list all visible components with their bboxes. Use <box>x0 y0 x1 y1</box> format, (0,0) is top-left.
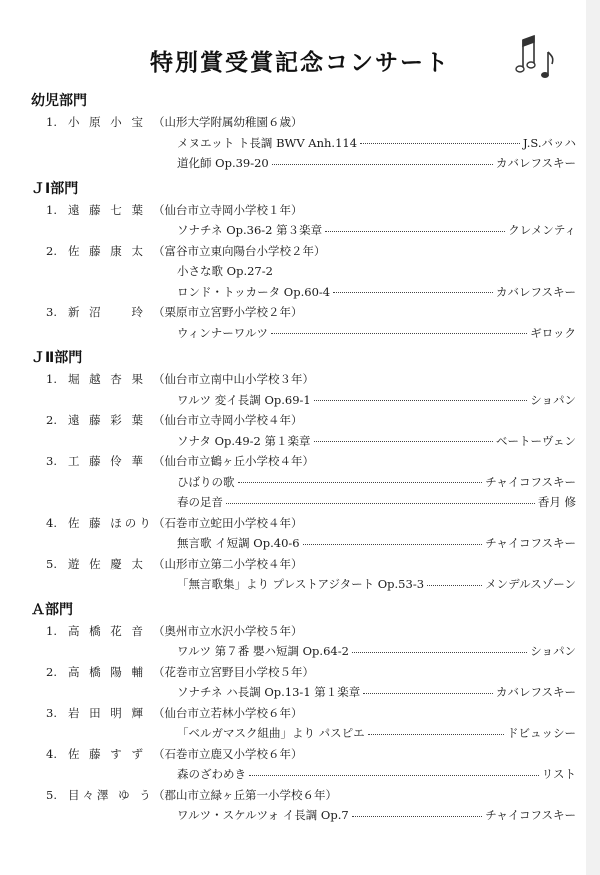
performer-school: （仙台市立鶴ヶ丘小学校４年） <box>153 454 314 468</box>
section-heading: Ａ部門 <box>31 601 73 618</box>
performer-number: 3. <box>46 705 57 720</box>
performer-row <box>0 410 600 431</box>
performer-row <box>0 513 600 534</box>
performer-number: 2. <box>46 243 57 258</box>
piece-composer: チャイコフスキー <box>485 536 576 550</box>
piece-composer: リスト <box>541 767 576 781</box>
dot-leader <box>238 482 483 483</box>
piece-title: ソナタ Op.49-2 第１楽章 <box>177 433 311 448</box>
piece-composer: カバレフスキー <box>495 685 576 699</box>
piece-composer: クレメンティ <box>508 223 576 237</box>
piece-composer: J.S.バッハ <box>523 135 576 150</box>
dot-leader <box>360 143 520 144</box>
performer-name: 堀 越 杏 果 <box>68 372 146 386</box>
section-heading: 幼児部門 <box>31 93 87 109</box>
performer-school: （仙台市立若林小学校６年） <box>153 705 303 720</box>
piece-title: 無言歌 イ短調 Op.40-6 <box>177 536 300 550</box>
dot-leader <box>368 734 504 735</box>
piece-row <box>177 390 576 411</box>
performer-number: 3. <box>46 305 57 319</box>
piece-composer: カバレフスキー <box>495 284 576 299</box>
performer-number: 4. <box>46 515 57 530</box>
piece-title: ソナチネ ハ長調 Op.13-1 第１楽章 <box>177 685 361 699</box>
dot-leader <box>427 585 482 586</box>
piece-composer: 香月 修 <box>537 495 576 509</box>
piece-row <box>177 492 576 513</box>
dot-leader <box>363 693 493 694</box>
piece-composer: カバレフスキー <box>495 156 576 170</box>
performer-name: 遊 佐 慶 太 <box>68 556 146 571</box>
piece-row <box>177 261 576 282</box>
piece-title: 春の足音 <box>177 495 223 509</box>
performer-number: 4. <box>46 746 57 761</box>
dot-leader <box>271 333 527 334</box>
piece-title: ウィンナーワルツ <box>177 325 268 340</box>
performer-row <box>0 369 600 390</box>
performer-name: 小 原 小 宝 <box>68 115 146 129</box>
piece-row <box>177 282 576 303</box>
performer-name: 高 橋 陽 輔 <box>68 664 146 679</box>
piece-composer: ドビュッシー <box>507 726 576 740</box>
performer-row <box>0 744 600 765</box>
performer-row <box>0 302 600 323</box>
piece-title: 道化師 Op.39-20 <box>177 156 269 170</box>
dot-leader <box>352 816 483 817</box>
performer-number: 1. <box>46 202 57 217</box>
piece-row <box>177 533 576 554</box>
piece-title: ロンド・トッカータ Op.60-4 <box>177 284 331 299</box>
performer-number: 2. <box>46 413 57 427</box>
page-title: 特別賞受賞記念コンサート <box>150 50 450 76</box>
piece-title: ワルツ・スケルツォ イ長調 Op.7 <box>177 808 349 822</box>
piece-composer: ショパン <box>530 644 576 658</box>
performer-row <box>0 662 600 683</box>
performer-name: 佐 藤 す ず <box>68 746 146 761</box>
performer-row <box>0 621 600 642</box>
dot-leader <box>314 400 527 401</box>
dot-leader <box>352 652 527 653</box>
performer-school: （石巻市立鹿又小学校６年） <box>153 746 303 761</box>
piece-row <box>177 682 576 703</box>
performer-school: （富谷市立東向陽台小学校２年） <box>153 243 326 258</box>
performer-number: 2. <box>46 664 57 679</box>
piece-title: ワルツ 変イ長調 Op.69-1 <box>177 392 311 407</box>
performer-name: 新 沼 玲 <box>68 305 146 319</box>
performer-name: 岩 田 明 輝 <box>68 705 146 720</box>
piece-composer: メンデルスゾーン <box>485 577 576 591</box>
performer-number: 5. <box>46 556 57 571</box>
performer-school: （花巻市立宮野目小学校５年） <box>153 664 314 679</box>
dot-leader <box>226 503 535 504</box>
piece-title: ワルツ 第７番 嬰ハ短調 Op.64-2 <box>177 644 349 658</box>
piece-row <box>177 431 576 452</box>
music-notes-icon <box>510 34 556 82</box>
performer-school: （仙台市立南中山小学校３年） <box>153 372 314 386</box>
section-heading: ＪⅠ部門 <box>31 180 79 197</box>
dot-leader <box>272 164 493 165</box>
dot-leader <box>303 544 483 545</box>
performer-number: 1. <box>46 115 57 129</box>
performer-school: （石巻市立蛇田小学校４年） <box>153 515 303 530</box>
performer-number: 5. <box>46 787 57 802</box>
piece-title: メヌエット ト長調 BWV Anh.114 <box>177 135 358 150</box>
piece-composer: ショパン <box>530 392 576 407</box>
piece-row <box>177 323 576 344</box>
performer-school: （郡山市立緑ヶ丘第一小学校６年） <box>153 787 337 802</box>
piece-row <box>177 220 576 241</box>
piece-row <box>177 723 576 744</box>
piece-row <box>177 805 576 826</box>
performer-school: （仙台市立寺岡小学校１年） <box>153 202 303 217</box>
performer-school: （山形市立第二小学校４年） <box>153 556 303 571</box>
performer-row <box>0 451 600 472</box>
performer-row <box>0 241 600 262</box>
performer-number: 1. <box>46 623 57 638</box>
piece-title: 「無言歌集」より プレストアジタート Op.53-3 <box>177 577 425 591</box>
performer-name: 工 藤 伶 華 <box>68 454 146 468</box>
performer-row <box>0 200 600 221</box>
program-list <box>0 86 600 826</box>
piece-composer: ベートーヴェン <box>495 433 576 448</box>
performer-school: （山形大学附属幼稚園６歳） <box>153 115 303 129</box>
performer-name: 遠 藤 彩 葉 <box>68 413 146 427</box>
performer-name: 遠 藤 七 葉 <box>68 202 146 217</box>
piece-composer: チャイコフスキー <box>485 808 576 822</box>
piece-title: ひばりの歌 <box>177 474 235 489</box>
performer-school: （栗原市立宮野小学校２年） <box>153 305 303 319</box>
performer-number: 3. <box>46 454 57 468</box>
performer-row <box>0 554 600 575</box>
piece-row <box>177 641 576 662</box>
piece-title: ソナチネ Op.36-2 第３楽章 <box>177 223 323 237</box>
performer-name: 目々澤 ゆ う <box>68 787 154 802</box>
piece-row <box>177 472 576 493</box>
performer-school: （奥州市立水沢小学校５年） <box>153 623 303 638</box>
piece-row <box>177 133 576 154</box>
performer-number: 1. <box>46 372 57 386</box>
piece-title: 「ベルガマスク組曲」より パスピエ <box>177 726 365 740</box>
piece-composer: チャイコフスキー <box>485 474 576 489</box>
section-heading: ＪⅡ部門 <box>31 350 83 366</box>
piece-title: 森のざわめき <box>177 767 246 781</box>
performer-name: 佐 藤 康 太 <box>68 243 146 258</box>
dot-leader <box>333 292 493 293</box>
performer-row <box>0 112 600 133</box>
dot-leader <box>325 231 505 232</box>
piece-row <box>177 764 576 785</box>
dot-leader <box>249 775 539 776</box>
performer-name: 高 橋 花 音 <box>68 623 146 638</box>
piece-title: 小さな歌 Op.27-2 <box>177 264 273 278</box>
performer-name: 佐 藤 ほのり <box>68 515 154 530</box>
performer-school: （仙台市立寺岡小学校４年） <box>153 413 303 427</box>
piece-row <box>177 574 576 595</box>
piece-composer: ギロック <box>530 325 576 340</box>
performer-row <box>0 785 600 806</box>
dot-leader <box>314 441 493 442</box>
performer-row <box>0 703 600 724</box>
piece-row <box>177 153 576 174</box>
